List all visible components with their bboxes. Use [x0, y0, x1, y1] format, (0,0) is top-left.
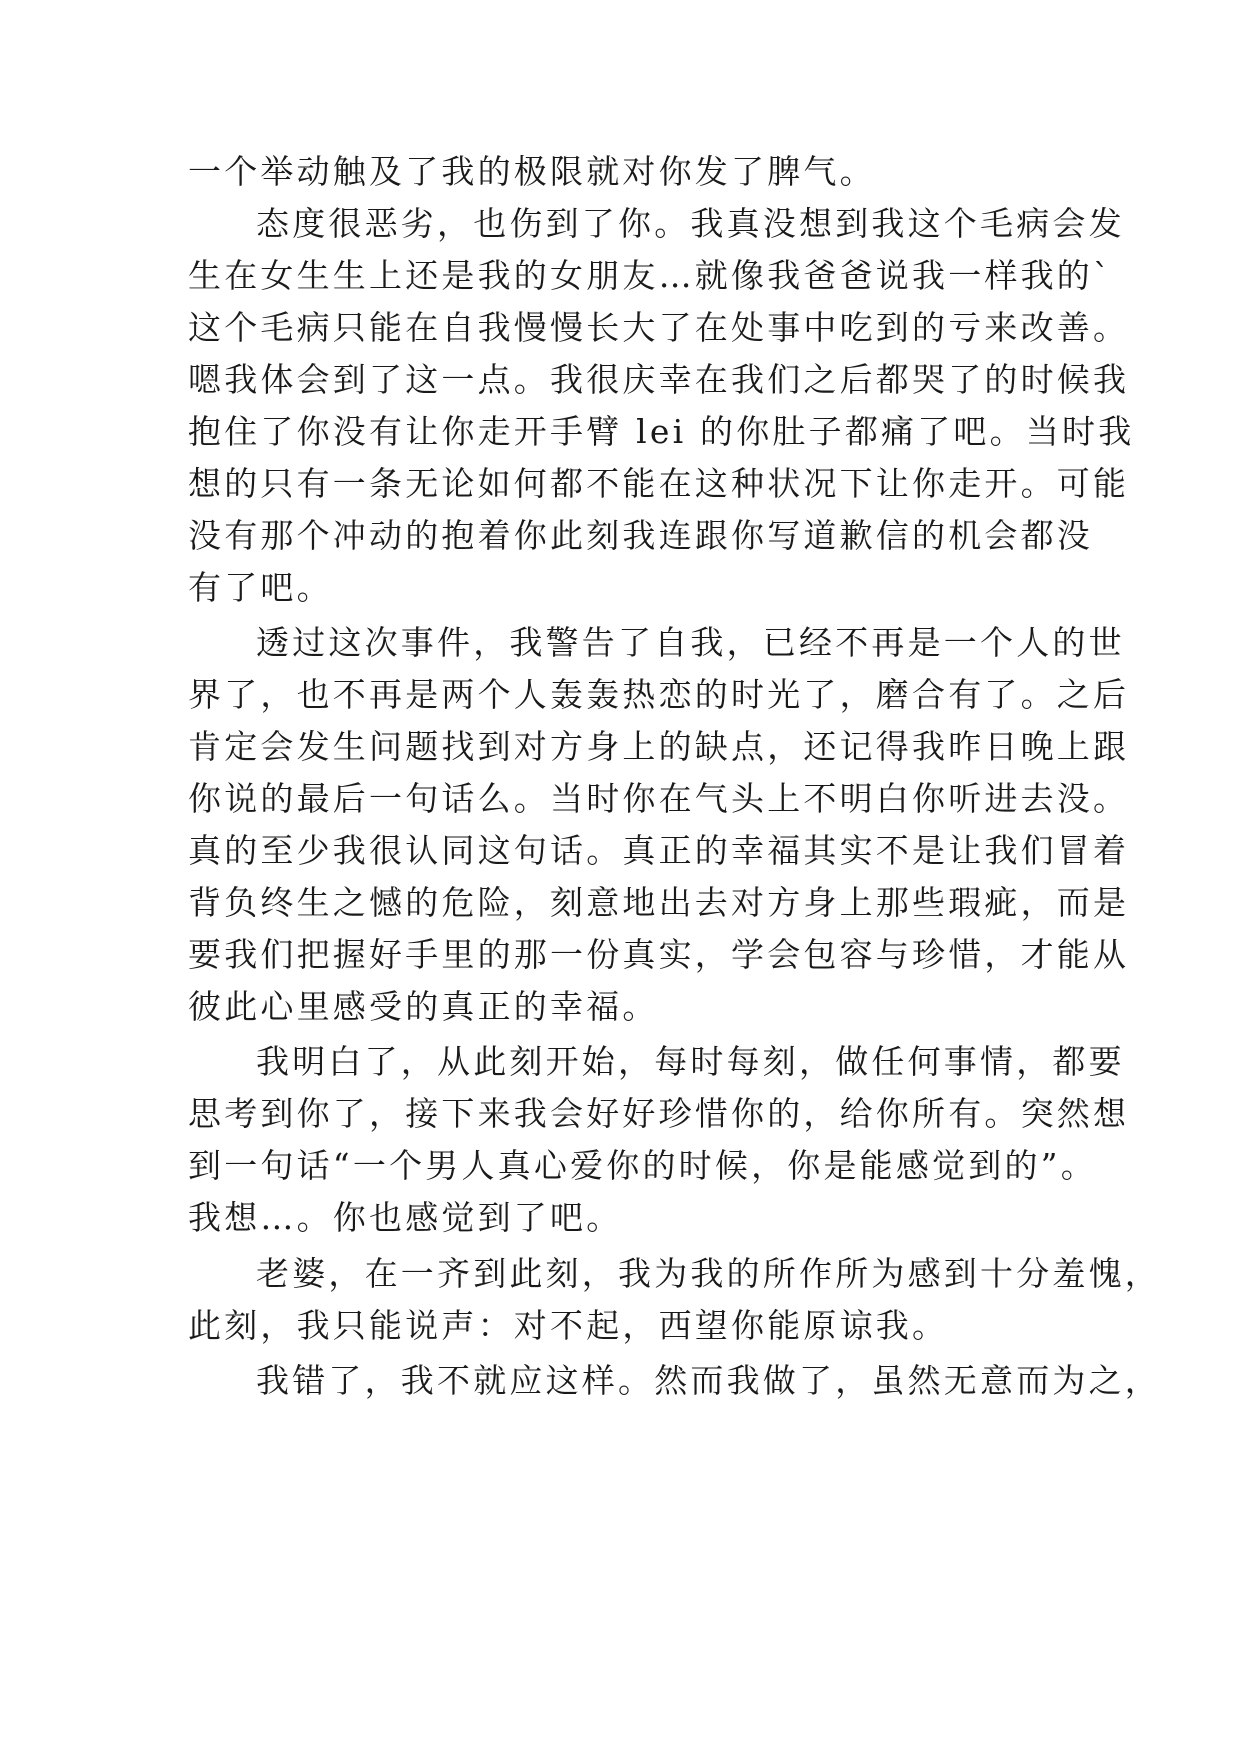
text-line: 想的只有一条无论如何都不能在这种状况下让你走开。可能: [188, 464, 1130, 503]
text-line: 这个毛病只能在自我慢慢长大了在处事中吃到的亏来改善。: [188, 308, 1130, 347]
text-line: 彼此心里感受的真正的幸福。: [188, 987, 659, 1026]
text-line: 嗯我体会到了这一点。我很庆幸在我们之后都哭了的时候我: [188, 360, 1130, 399]
paragraph-first-line: 老婆，在一齐到此刻，我为我的所作所为感到十分羞愧，: [256, 1254, 1161, 1293]
text-line: 有了吧。: [188, 568, 333, 607]
text-line: 生在女生生上还是我的女朋友…就像我爸爸说我一样我的`: [188, 256, 1113, 295]
text-line: 肯定会发生问题找到对方身上的缺点，还记得我昨日晚上跟: [188, 727, 1130, 766]
text-line: 背负终生之憾的危险，刻意地出去对方身上那些瑕疵，而是: [188, 883, 1130, 922]
text-line: 界了，也不再是两个人轰轰热恋的时光了，磨合有了。之后: [188, 675, 1130, 714]
paragraph-first-line: 态度很恶劣，也伤到了你。我真没想到我这个毛病会发: [256, 204, 1125, 243]
text-line: 抱住了你没有让你走开手臂 lei 的你肚子都痛了吧。当时我: [188, 412, 1135, 451]
text-line: 思考到你了，接下来我会好好珍惜你的，给你所有。突然想: [188, 1094, 1130, 1133]
text-line: 此刻，我只能说声：对不起，西望你能原谅我。: [188, 1306, 949, 1345]
text-line: 没有那个冲动的抱着你此刻我连跟你写道歉信的机会都没: [188, 516, 1093, 555]
text-line: 一个举动触及了我的极限就对你发了脾气。: [188, 152, 876, 191]
paragraph-first-line: 我错了，我不就应这样。然而我做了，虽然无意而为之，: [256, 1361, 1161, 1400]
paragraph-first-line: 我明白了，从此刻开始，每时每刻，做任何事情，都要: [256, 1042, 1125, 1081]
text-line: 我想…。你也感觉到了吧。: [188, 1198, 623, 1237]
text-line: 到一句话“一个男人真心爱你的时候，你是能感觉到的”。: [188, 1146, 1097, 1185]
paragraph-first-line: 透过这次事件，我警告了自我，已经不再是一个人的世: [256, 623, 1125, 662]
text-line: 你说的最后一句话么。当时你在气头上不明白你听进去没。: [188, 779, 1130, 818]
text-line: 真的至少我很认同这句话。真正的幸福其实不是让我们冒着: [188, 831, 1130, 870]
text-line: 要我们把握好手里的那一份真实，学会包容与珍惜，才能从: [188, 935, 1130, 974]
